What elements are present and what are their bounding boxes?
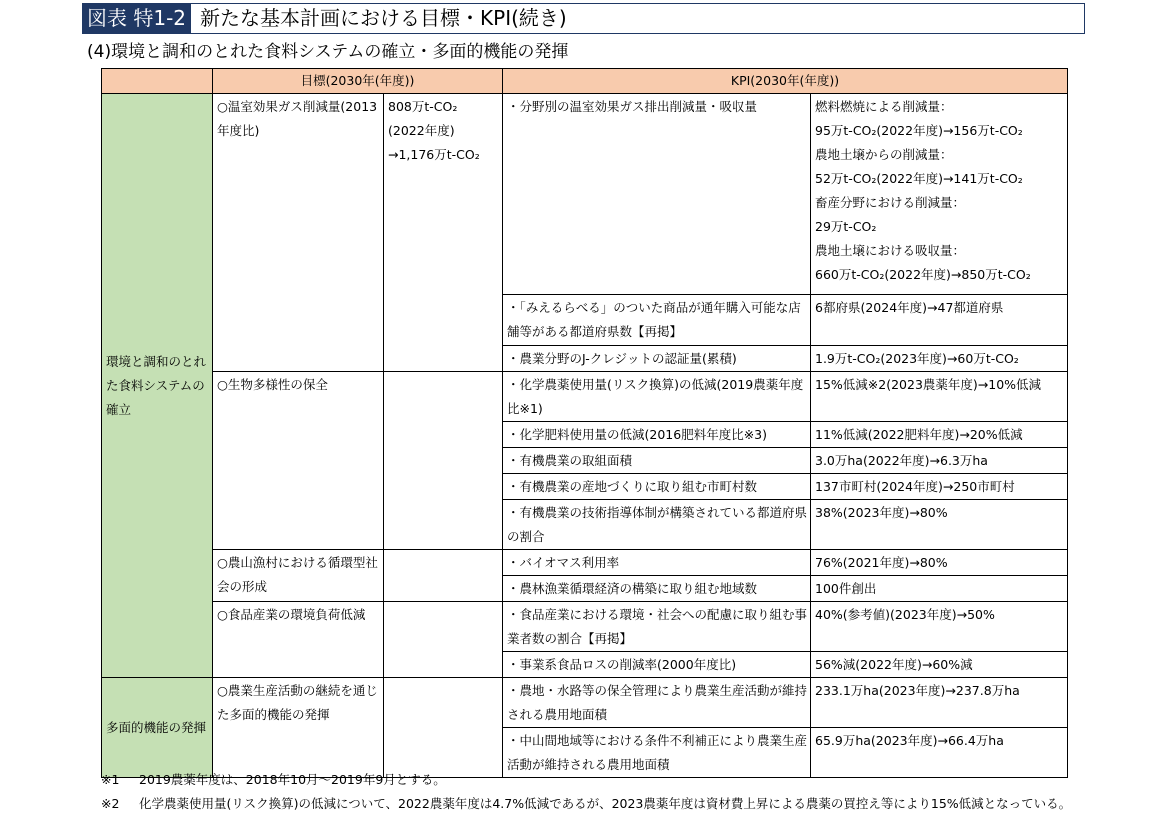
table-row — [102, 602, 1068, 652]
table-row — [102, 94, 1068, 295]
figure-title — [82, 3, 1085, 34]
footnote-mark: ※2 — [101, 796, 120, 811]
kpi-item: ・「みえるらべる」のついた商品が通年購入可能な店舗等がある都道府県数【再掲】 — [503, 295, 811, 346]
kpi-value: 燃料燃焼による削減量： 95万t-CO₂(2022年度)→156万t-CO₂ 農地土壌からの削減量： 52万t-CO₂(2022年度)→141万t-CO₂ 畜産分野における削減量： 29万t-CO₂ 農地土壌における吸収量： 660万t-CO₂(2022年度)→850万t-CO₂ — [811, 94, 1068, 295]
kpi-value: 76%(2021年度)→80% — [811, 550, 1068, 576]
kpi-item: ・化学農薬使用量(リスク換算)の低減(2019農薬年度比※1) — [503, 372, 811, 422]
table-row — [102, 550, 1068, 576]
kpi-value: 40%(参考値)(2023年度)→50% — [811, 602, 1068, 652]
header-kpi: KPI(2030年(年度)) — [503, 69, 1068, 94]
category-multifunction: 多面的機能の発揮 — [102, 678, 213, 778]
kpi-item: ・化学肥料使用量の低減(2016肥料年度比※3) — [503, 422, 811, 448]
footnote — [101, 792, 1101, 816]
kpi-value: 6都府県(2024年度)→47都道府県 — [811, 295, 1068, 346]
kpi-value: 38%(2023年度)→80% — [811, 500, 1068, 550]
footnote — [101, 768, 1101, 792]
table-header-row — [102, 69, 1068, 94]
goals-kpi-table — [101, 68, 1068, 778]
kpi-value: 65.9万ha(2023年度)→66.4万ha — [811, 728, 1068, 778]
figure-title-text: 新たな基本計画における目標・KPI(続き) — [200, 6, 567, 30]
kpi-item: ・農業分野のJ-クレジットの認証量(累積) — [503, 346, 811, 372]
goal-ghg-name: ○温室効果ガス削減量(2013年度比) — [213, 94, 384, 372]
kpi-item: ・農地・水路等の保全管理により農業生産活動が維持される農用地面積 — [503, 678, 811, 728]
figure-number: 図表 特1-2 — [83, 4, 191, 33]
kpi-item: ・有機農業の取組面積 — [503, 448, 811, 474]
kpi-value: 100件創出 — [811, 576, 1068, 602]
kpi-value: 15%低減※2(2023農薬年度)→10%低減 — [811, 372, 1068, 422]
kpi-item: ・中山間地域等における条件不利補正により農業生産活動が維持される農用地面積 — [503, 728, 811, 778]
kpi-value: 56%減(2022年度)→60%減 — [811, 652, 1068, 678]
kpi-item: ・食品産業における環境・社会への配慮に取り組む事業者数の割合【再掲】 — [503, 602, 811, 652]
section-subtitle: (4)環境と調和のとれた食料システムの確立・多面的機能の発揮 — [87, 42, 569, 62]
goal-ghg-value: 808万t-CO₂ (2022年度) →1,176万t-CO₂ — [384, 94, 503, 372]
goal-circular-name: ○農山漁村における循環型社会の形成 — [213, 550, 384, 602]
kpi-item: ・有機農業の技術指導体制が構築されている都道府県の割合 — [503, 500, 811, 550]
goal-agri-name: ○農業生産活動の継続を通じた多面的機能の発揮 — [213, 678, 384, 778]
kpi-item: ・事業系食品ロスの削減率(2000年度比) — [503, 652, 811, 678]
kpi-value: 3.0万ha(2022年度)→6.3万ha — [811, 448, 1068, 474]
kpi-value: 1.9万t-CO₂(2023年度)→60万t-CO₂ — [811, 346, 1068, 372]
kpi-item: ・農林漁業循環経済の構築に取り組む地域数 — [503, 576, 811, 602]
footnotes — [101, 768, 1101, 816]
goal-biodiversity-value — [384, 372, 503, 550]
goal-biodiversity-name: ○生物多様性の保全 — [213, 372, 384, 550]
goal-circular-value — [384, 550, 503, 602]
goal-agri-value — [384, 678, 503, 778]
goal-food-industry-name: ○食品産業の環境負荷低減 — [213, 602, 384, 678]
kpi-item: ・バイオマス利用率 — [503, 550, 811, 576]
footnote-mark: ※1 — [101, 772, 120, 787]
footnote-text: 2019農薬年度は、2018年10月〜2019年9月とする。 — [139, 772, 446, 787]
kpi-value: 11%低減(2022肥料年度)→20%低減 — [811, 422, 1068, 448]
goal-food-industry-value — [384, 602, 503, 678]
kpi-value: 137市町村(2024年度)→250市町村 — [811, 474, 1068, 500]
kpi-item: ・有機農業の産地づくりに取り組む市町村数 — [503, 474, 811, 500]
table-row — [102, 678, 1068, 728]
table-row — [102, 372, 1068, 422]
kpi-value: 233.1万ha(2023年度)→237.8万ha — [811, 678, 1068, 728]
header-goal: 目標(2030年(年度)) — [213, 69, 503, 94]
footnote-text: 化学農薬使用量(リスク換算)の低減について、2022農薬年度は4.7%低減であるが、2023農薬年度は資材費上昇による農薬の買控え等により15%低減となっている。 — [139, 796, 1072, 811]
category-environment: 環境と調和のとれた食料システムの確立 — [102, 94, 213, 678]
kpi-item: ・分野別の温室効果ガス排出削減量・吸収量 — [503, 94, 811, 295]
